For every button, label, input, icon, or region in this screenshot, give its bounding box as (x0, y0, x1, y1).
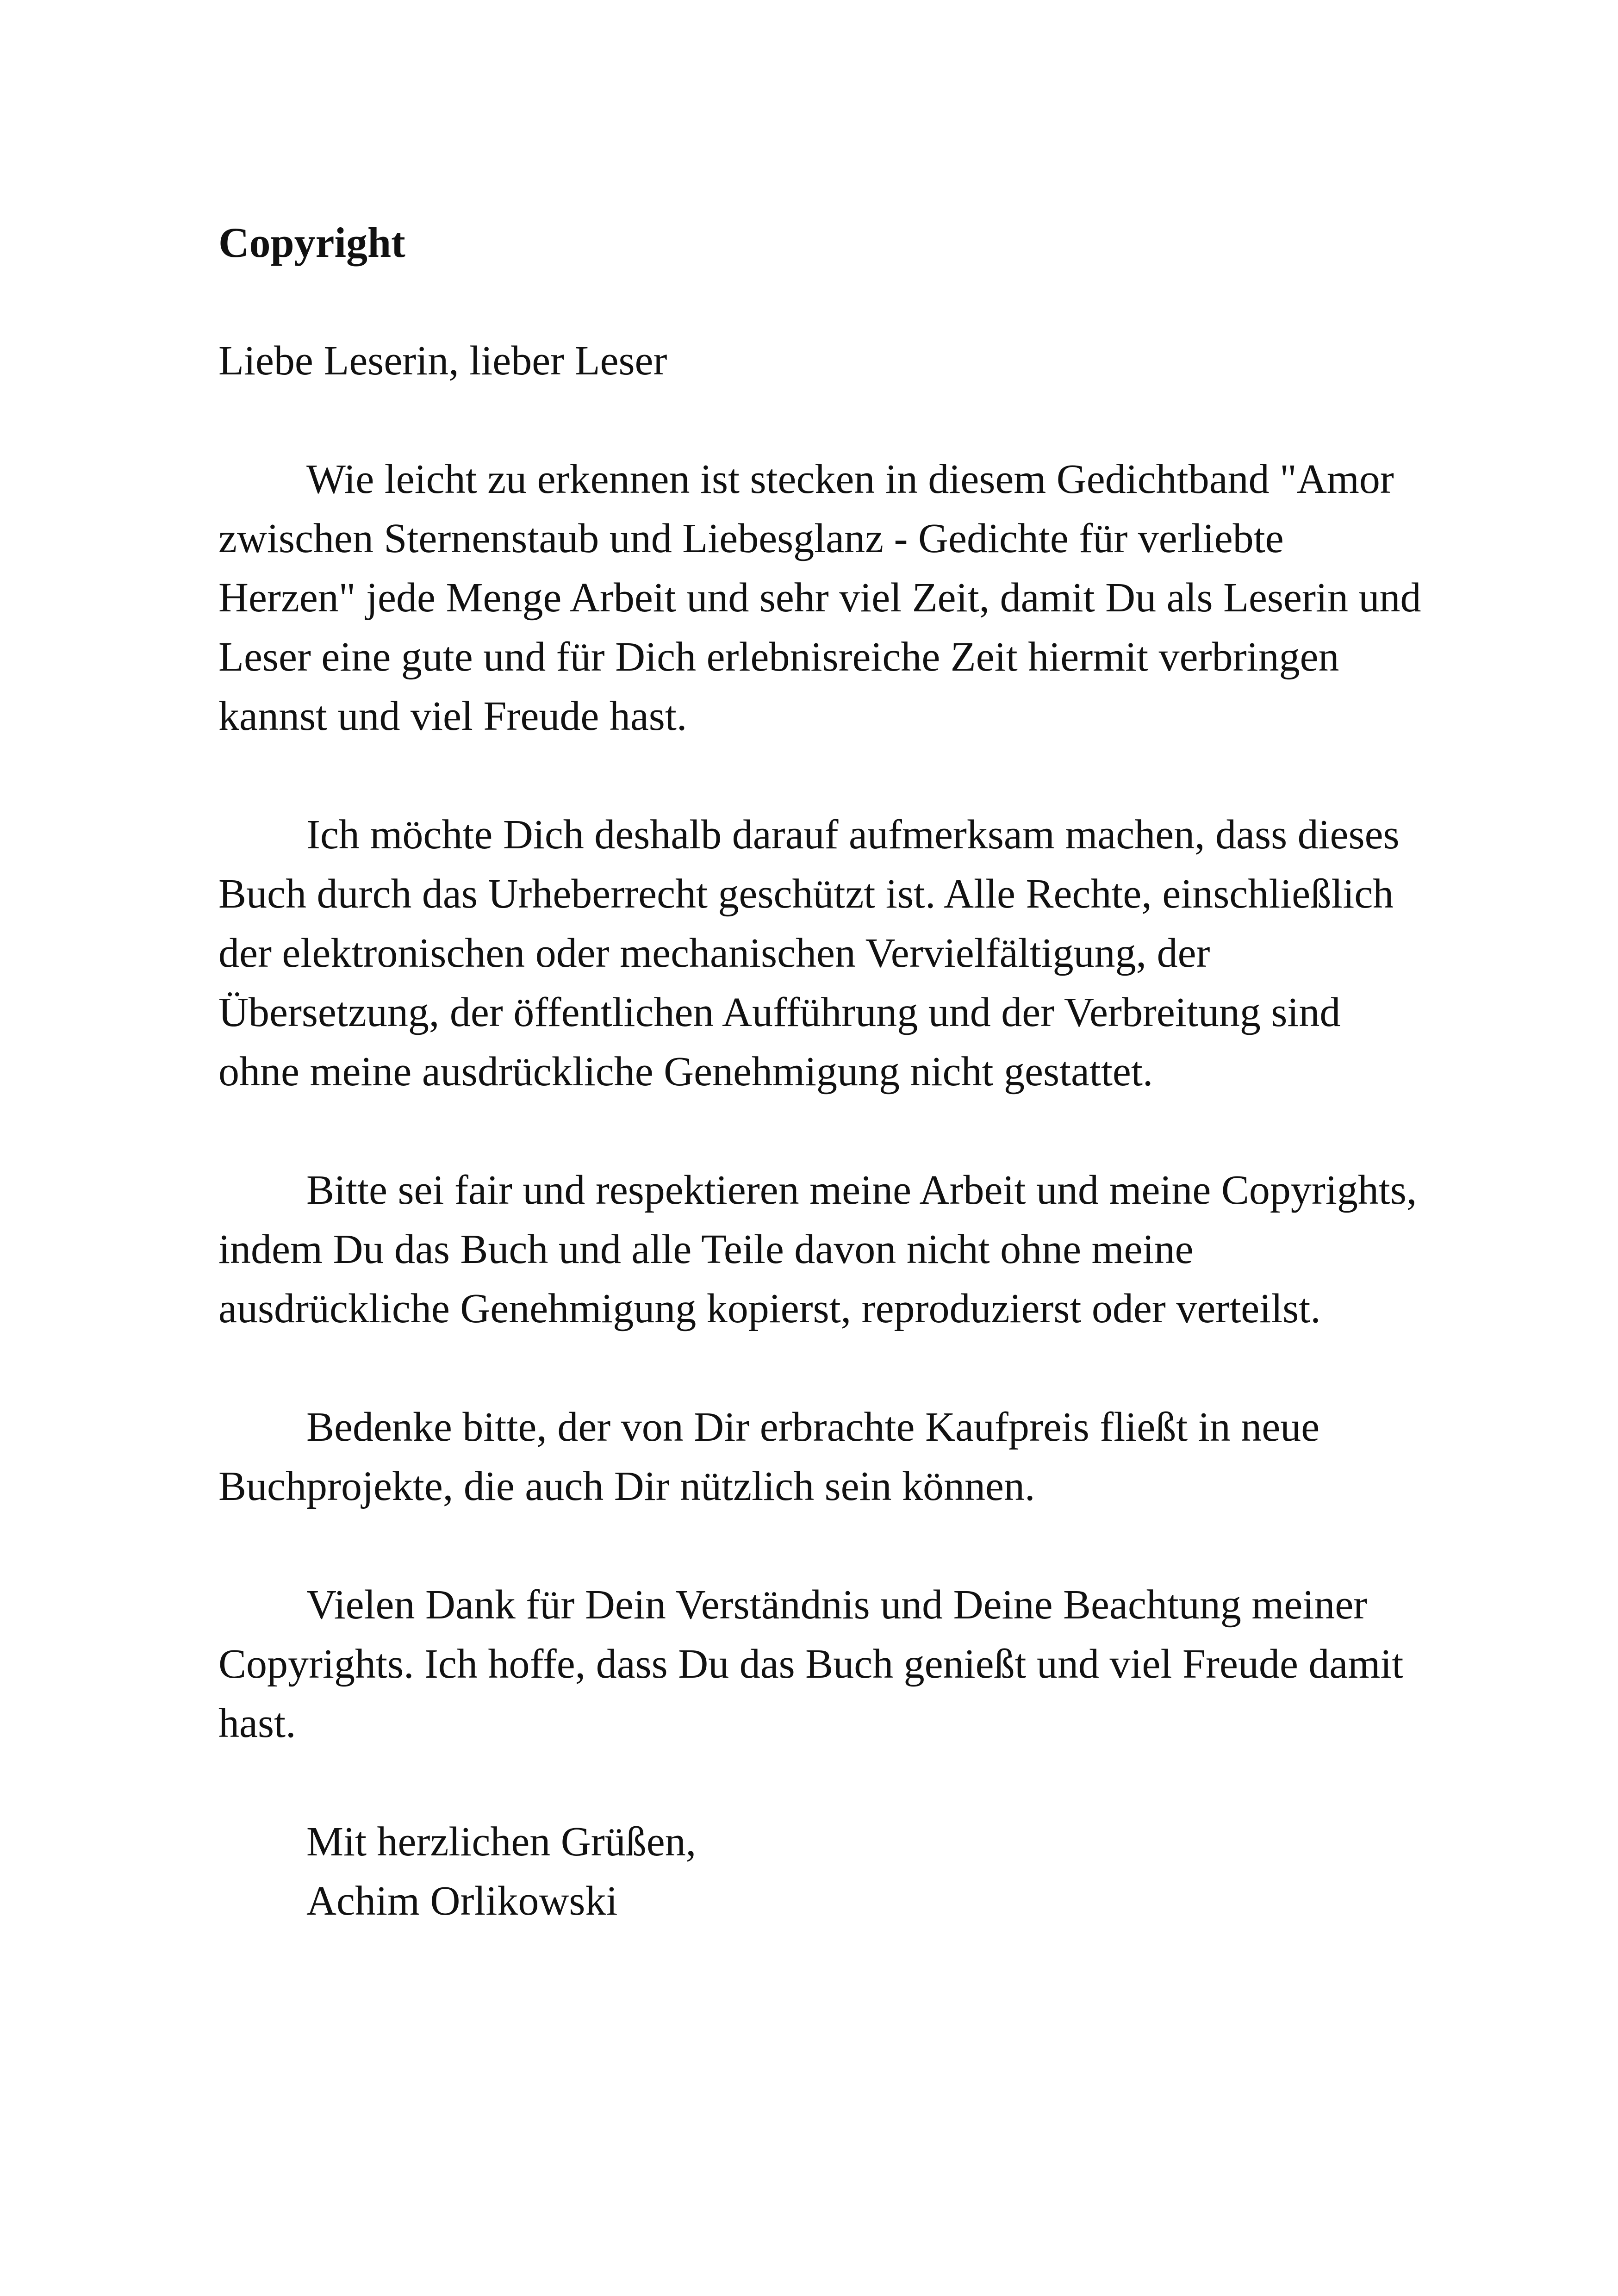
paragraph-purchase-price: Bedenke bitte, der von Dir erbrachte Kaufpreis fließt in neue Buchprojekte, die auch Dir nützlich sein können. (218, 1404, 1320, 1509)
paragraph-intro: Wie leicht zu erkennen ist stecken in diesem Gedichtband "Amor zwischen Sternenstaub und Liebesglanz - Gedichte für verliebte Herzen" jede Menge Arbeit und sehr viel Zeit, damit Du als Leserin und Leser eine gute und für Dich erlebnisreiche Zeit hiermit verbringen kannst und viel Freude hast. (218, 456, 1421, 739)
document-body (218, 213, 1431, 1931)
paragraph-thanks: Vielen Dank für Dein Verständnis und Deine Beachtung meiner Copyrights. Ich hoffe, dass Du das Buch genießt und viel Freude damit hast. (218, 1582, 1404, 1746)
closing-block (306, 1812, 1431, 1931)
author-signature: Achim Orlikowski (306, 1878, 618, 1924)
salutation: Liebe Leserin, lieber Leser (218, 338, 667, 384)
paragraph-copyright-notice: Ich möchte Dich deshalb darauf aufmerksam machen, dass dieses Buch durch das Urheberrecht geschützt ist. Alle Rechte, einschließlich der elektronischen oder mechanischen Vervielfältigung, der Übersetzung, der öffentlichen Aufführung und der Verbreitung sind ohne meine ausdrückliche Genehmigung nicht gestattet. (218, 812, 1400, 1095)
closing-greeting: Mit herzlichen Grüßen, (306, 1819, 697, 1865)
page-title: Copyright (218, 219, 405, 266)
paragraph-fair-use-request: Bitte sei fair und respektieren meine Arbeit und meine Copyrights, indem Du das Buch und alle Teile davon nicht ohne meine ausdrückliche Genehmigung kopierst, reproduzierst oder verteilst. (218, 1167, 1417, 1332)
